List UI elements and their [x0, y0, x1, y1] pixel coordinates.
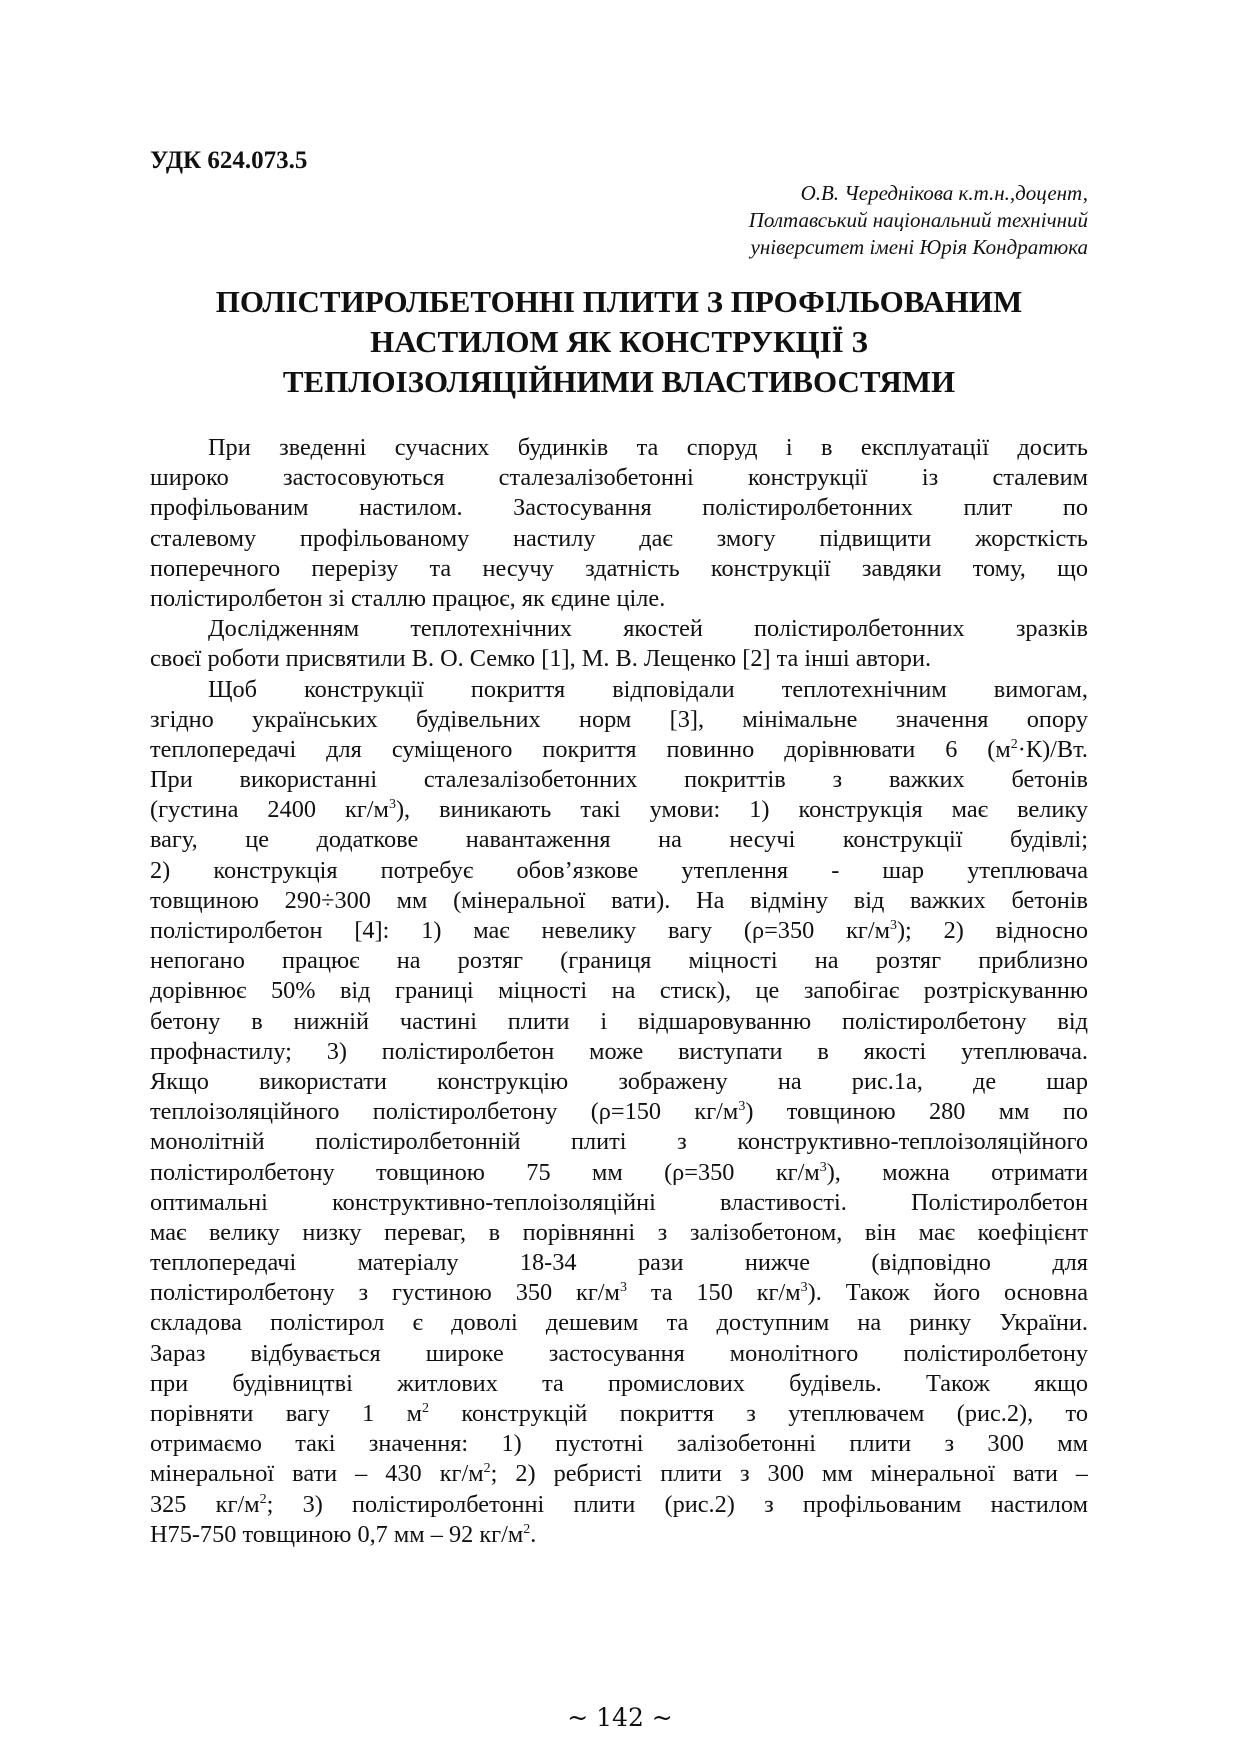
body-line: профнастилу; 3) полістиролбетон може виступати в якості утеплювача. [150, 1037, 1088, 1065]
body-line: бетону в нижній частині плити і відшаровуванню полістиролбетону від [150, 1007, 1088, 1035]
title-line-2: НАСТИЛОМ ЯК КОНСТРУКЦІЇ З [370, 324, 868, 359]
article-title [150, 282, 1088, 402]
body-line: складова полістирол є доволі дешевим та доступним на ринку України. [150, 1309, 1088, 1337]
body-line: полістиролбетон зі сталлю працює, як єдине ціле. [150, 584, 666, 612]
body-line: теплопередачі для суміщеного покриття повинно дорівнювати 6 $(м^2\cdot К)/Вт$. [150, 735, 1088, 763]
paragraph-2 [150, 614, 1088, 674]
paragraph-3 [150, 675, 1088, 1550]
body-line: Дослідженням теплотехнічних якостей полістиролбетонних зразків [208, 615, 1088, 643]
author-affiliation-line-1: Полтавський національний технічний [748, 208, 1088, 232]
body-line: отримаємо такі значення: 1) пустотні залізобетонні плити з 300 мм [150, 1430, 1088, 1458]
body-line: порівняти вагу 1 $м^2$ конструкцій покриття з утеплювачем (рис.2), то [150, 1400, 1088, 1427]
body-line: Зараз відбувається широке застосування монолітного полістиролбетону [150, 1339, 1088, 1367]
page-number: ~ 142 ~ [567, 1703, 673, 1732]
body-line: Якщо використати конструкцію зображену на рис.1а, де шар [150, 1067, 1088, 1095]
body-line: своєї роботи присвятили В. О. Семко [1], М. В. Лещенко [2] та інші автори. [150, 645, 932, 673]
title-line-1: ПОЛІСТИРОЛБЕТОННІ ПЛИТИ З ПРОФІЛЬОВАНИМ [215, 284, 1023, 319]
author-name: О.В. Череднікова к.т.н.,доцент, [800, 181, 1088, 205]
body-line: згідно українських будівельних норм [3], мінімальне значення опору [150, 705, 1088, 733]
body-line: При використанні сталезалізобетонних покриттів з важких бетонів [150, 766, 1088, 794]
body-line: теплоізоляційного полістиролбетону (ρ=150 $кг/м^3$) товщиною 280 мм по [150, 1098, 1088, 1126]
body-line: сталевому профільованому настилу дає змогу підвищити жорсткість [150, 524, 1088, 552]
body-line: 2) конструкція потребує обов’язкове утеплення - шар утеплювача [150, 856, 1088, 884]
body-line: полістиролбетону товщиною 75 мм (ρ=350 $кг/м^3$), можна отримати [150, 1158, 1088, 1186]
body-line: має велику низку переваг, в порівнянні з залізобетоном, він має коефіцієнт [150, 1218, 1088, 1246]
body-line: дорівнює 50% від границі міцності на стиск), це запобігає розтріскуванню [150, 977, 1088, 1005]
author-block [528, 180, 1088, 261]
body-line: 325 $кг/м^2$; 3) полістиролбетонні плити (рис.2) з профільованим настилом [150, 1490, 1088, 1518]
body-line: теплопередачі матеріалу 18-34 рази нижче (відповідно для [150, 1249, 1088, 1277]
title-line-3: ТЕПЛОІЗОЛЯЦІЙНИМИ ВЛАСТИВОСТЯМИ [282, 364, 956, 399]
body-line: оптимальні конструктивно-теплоізоляційні властивості. Полістиролбетон [150, 1188, 1088, 1216]
body-line: непогано працює на розтяг (границя міцності на розтяг приблизно [150, 947, 1088, 975]
body-line: поперечного перерізу та несучу здатність конструкції завдяки тому, що [150, 554, 1088, 582]
udc-code: УДК 624.073.5 [150, 147, 308, 174]
body-line: товщиною 290÷300 мм (мінеральної вати). На відміну від важких бетонів [150, 886, 1088, 914]
article-body [150, 433, 1088, 1550]
author-affiliation-line-2: університет імені Юрія Кондратюка [750, 235, 1088, 259]
body-line: вагу, це додаткове навантаження на несучі конструкції будівлі; [150, 826, 1088, 854]
body-line: профільованим настилом. Застосування полістиролбетонних плит по [150, 494, 1088, 522]
body-line: монолітній полістиролбетонній плиті з конструктивно-теплоізоляційного [150, 1128, 1088, 1156]
body-line: Щоб конструкції покриття відповідали теплотехнічним вимогам, [208, 675, 1088, 703]
body-line: широко застосовуються сталезалізобетонні конструкції із сталевим [150, 464, 1088, 492]
body-line: полістиролбетону з густиною 350 $кг/м^3$ та 150 $кг/м^3$). Також його основна [150, 1279, 1088, 1307]
body-line: (густина 2400 $кг/м^3$), виникають такі умови: 1) конструкція має велику [150, 796, 1088, 824]
body-line: мінеральної вати – 430 $кг/м^2$; 2) ребристі плити з 300 мм мінеральної вати – [150, 1460, 1088, 1488]
body-line: Н75-750 товщиною 0,7 мм – 92 $кг/м^2$. [150, 1520, 537, 1548]
paragraph-1 [150, 433, 1088, 614]
body-line: при будівництві житлових та промислових будівель. Також якщо [150, 1369, 1088, 1397]
body-line: полістиролбетон [4]: 1) має невелику вагу (ρ=350 $кг/м^3$); 2) відносно [150, 917, 1088, 944]
body-line: При зведенні сучасних будинків та споруд і в експлуатації досить [208, 434, 1088, 461]
